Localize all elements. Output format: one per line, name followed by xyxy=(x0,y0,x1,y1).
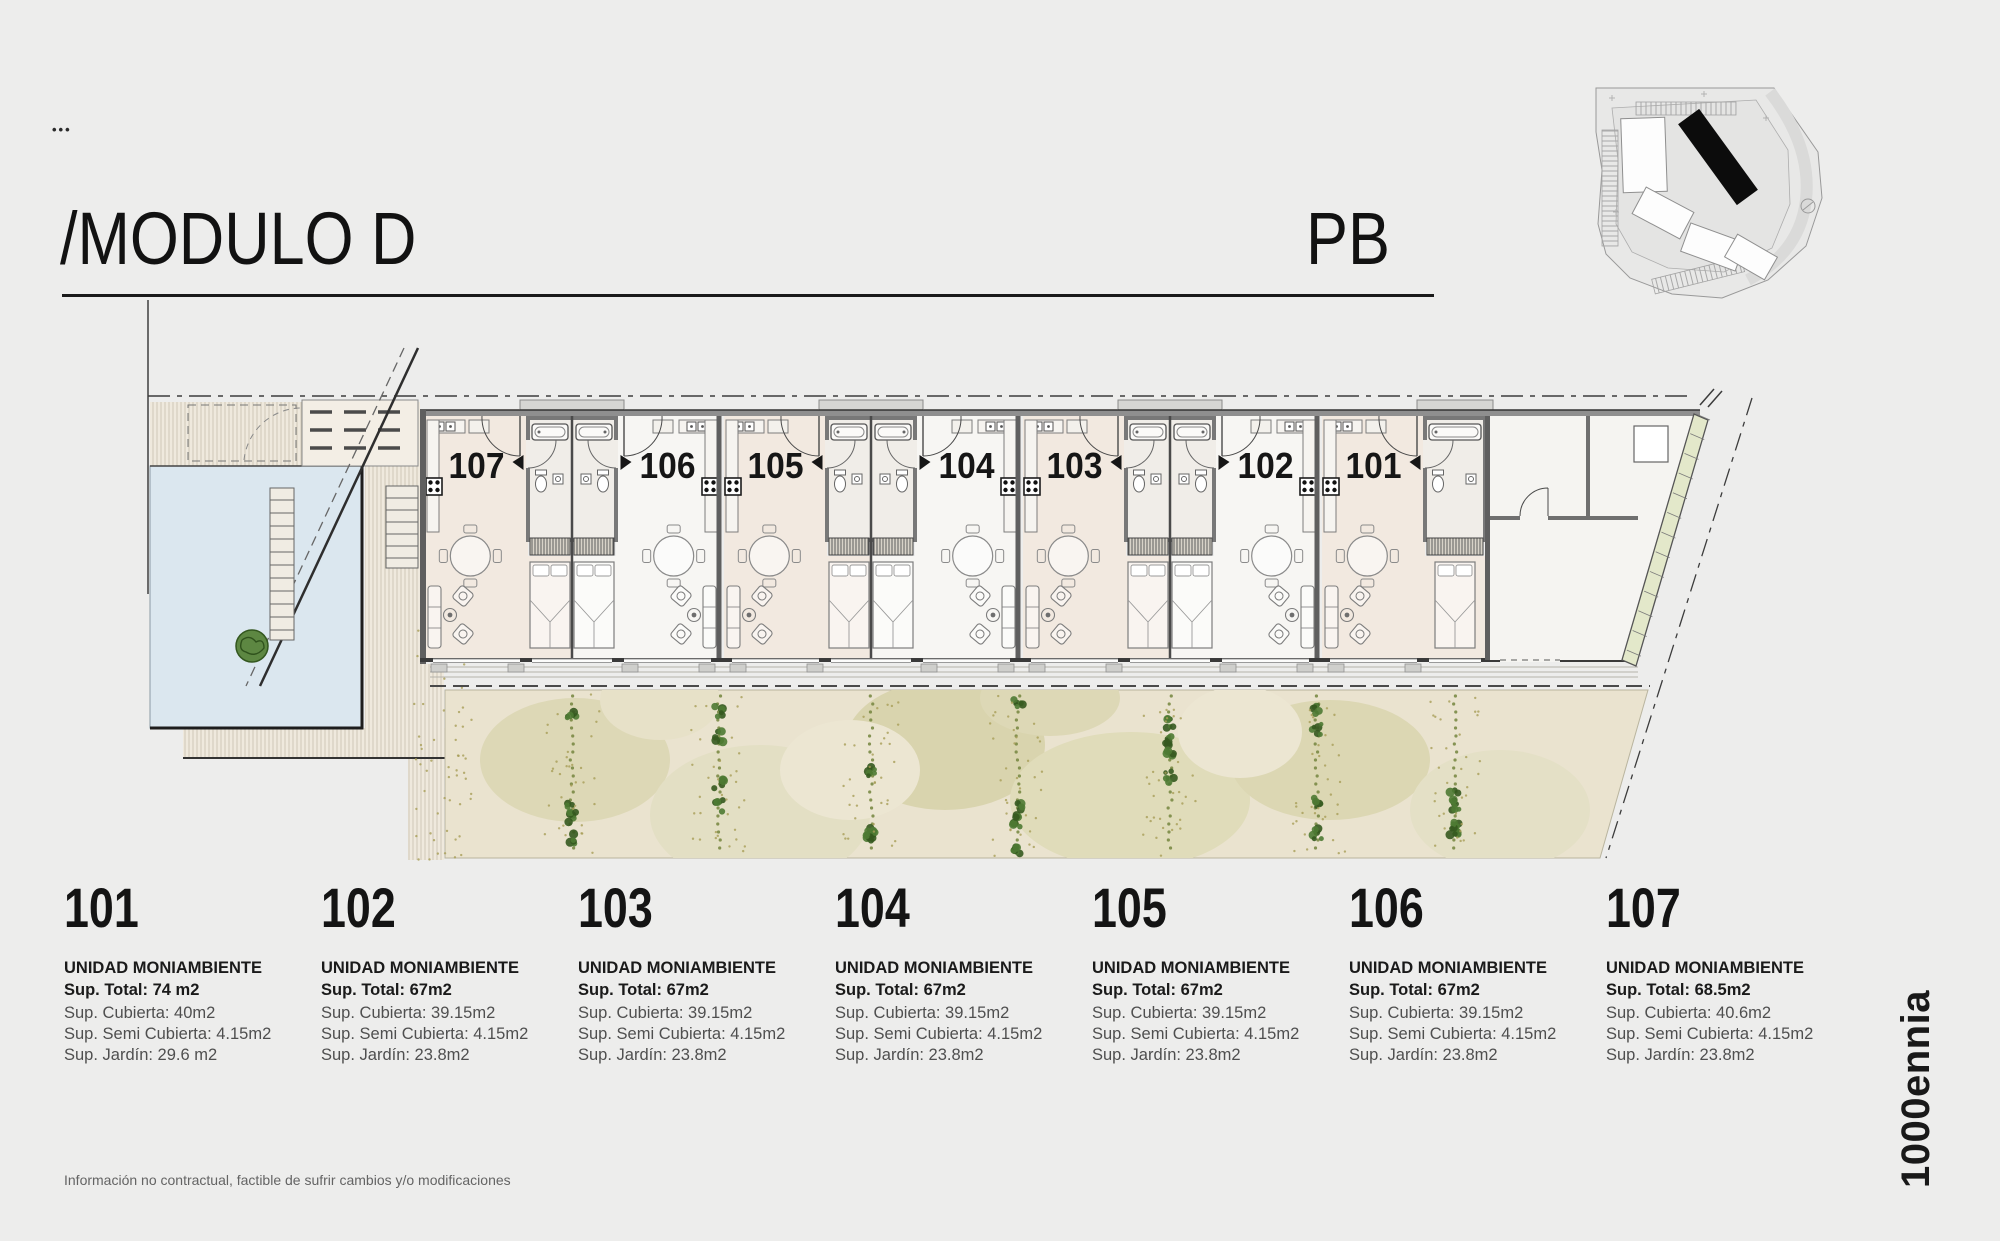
unit-label-105: 105 xyxy=(747,445,804,486)
unit-number: 103 xyxy=(578,876,653,939)
unit-area-line: Sup. Jardín: 23.8m2 xyxy=(835,1046,984,1065)
unit-info-104 xyxy=(835,876,1092,1066)
unit-area-line: Sup. Semi Cubierta: 4.15m2 xyxy=(578,1025,786,1044)
unit-103 xyxy=(1023,409,1126,660)
unit-area-line: Sup. Semi Cubierta: 4.15m2 xyxy=(321,1025,529,1044)
unit-area-line: Sup. Jardín: 23.8m2 xyxy=(578,1046,727,1065)
unit-number: 107 xyxy=(1606,876,1681,939)
unit-area-line: Sup. Jardín: 23.8m2 xyxy=(1092,1046,1241,1065)
unit-total-area: Sup. Total: 74 m2 xyxy=(64,980,200,999)
unit-number: 104 xyxy=(835,876,910,939)
unit-105 xyxy=(724,409,827,660)
unit-info-103 xyxy=(578,876,835,1066)
unit-area-line: Sup. Semi Cubierta: 4.15m2 xyxy=(1349,1025,1557,1044)
bathroom-block xyxy=(1124,416,1216,660)
unit-total-area: Sup. Total: 67m2 xyxy=(1092,980,1223,999)
unit-info-101 xyxy=(64,876,321,1066)
unit-total-area: Sup. Total: 67m2 xyxy=(578,980,709,999)
menu-dots-icon: ••• xyxy=(52,122,72,137)
unit-area-line: Sup. Jardín: 23.8m2 xyxy=(321,1046,470,1065)
unit-info-106 xyxy=(1349,876,1606,1066)
page-title: /MODULO D xyxy=(60,197,417,280)
bathroom-block xyxy=(1423,418,1485,660)
unit-info-107 xyxy=(1606,876,1863,1066)
map-building xyxy=(1621,117,1668,192)
unit-type: UNIDAD MONIAMBIENTE xyxy=(1349,959,1547,978)
unit-area-line: Sup. Jardín: 29.6 m2 xyxy=(64,1046,218,1065)
floor-plan xyxy=(130,290,1830,882)
units-info xyxy=(64,876,1874,1066)
unit-type: UNIDAD MONIAMBIENTE xyxy=(1092,959,1290,978)
unit-number: 106 xyxy=(1349,876,1424,939)
unit-area-line: Sup. Semi Cubierta: 4.15m2 xyxy=(1092,1025,1300,1044)
brand-logo: 1000ennia xyxy=(1894,990,1938,1188)
unit-type: UNIDAD MONIAMBIENTE xyxy=(1606,959,1804,978)
unit-area-line: Sup. Cubierta: 40.6m2 xyxy=(1606,1004,1772,1023)
unit-label-103: 103 xyxy=(1046,445,1103,486)
unit-total-area: Sup. Total: 67m2 xyxy=(1349,980,1480,999)
unit-101 xyxy=(1322,409,1425,660)
bathroom-block xyxy=(526,416,618,660)
unit-area-line: Sup. Cubierta: 39.15m2 xyxy=(835,1004,1010,1023)
unit-number: 102 xyxy=(321,876,396,939)
garden xyxy=(445,660,1648,882)
unit-info-102 xyxy=(321,876,578,1066)
bathroom-block xyxy=(825,416,917,660)
unit-total-area: Sup. Total: 67m2 xyxy=(835,980,966,999)
unit-total-area: Sup. Total: 67m2 xyxy=(321,980,452,999)
unit-type: UNIDAD MONIAMBIENTE xyxy=(835,959,1033,978)
floor-level-label: PB xyxy=(1306,197,1390,280)
disclaimer-text: Información no contractual, factible de sufrir cambios y/o modificaciones xyxy=(64,1172,511,1188)
unit-area-line: Sup. Cubierta: 39.15m2 xyxy=(1349,1004,1524,1023)
building-modulo-d xyxy=(420,400,1710,672)
unit-label-106: 106 xyxy=(639,445,696,486)
tree-icon xyxy=(236,630,268,662)
unit-104 xyxy=(915,409,1018,660)
unit-label-101: 101 xyxy=(1345,445,1402,486)
unit-area-line: Sup. Semi Cubierta: 4.15m2 xyxy=(835,1025,1043,1044)
stair-lobby xyxy=(1490,414,1710,666)
unit-type: UNIDAD MONIAMBIENTE xyxy=(578,959,776,978)
unit-area-line: Sup. Semi Cubierta: 4.15m2 xyxy=(64,1025,272,1044)
unit-106 xyxy=(616,409,719,660)
unit-info-105 xyxy=(1092,876,1349,1066)
unit-area-line: Sup. Jardín: 23.8m2 xyxy=(1606,1046,1755,1065)
unit-label-104: 104 xyxy=(938,445,995,486)
pool xyxy=(150,466,362,728)
unit-type: UNIDAD MONIAMBIENTE xyxy=(321,959,519,978)
unit-number: 101 xyxy=(64,876,139,939)
unit-total-area: Sup. Total: 68.5m2 xyxy=(1606,980,1751,999)
unit-107 xyxy=(425,409,528,660)
unit-area-line: Sup. Jardín: 23.8m2 xyxy=(1349,1046,1498,1065)
unit-label-107: 107 xyxy=(448,445,505,486)
unit-area-line: Sup. Semi Cubierta: 4.15m2 xyxy=(1606,1025,1814,1044)
unit-area-line: Sup. Cubierta: 39.15m2 xyxy=(321,1004,496,1023)
site-location-map xyxy=(1555,40,1870,302)
unit-label-102: 102 xyxy=(1237,445,1294,486)
unit-number: 105 xyxy=(1092,876,1167,939)
unit-area-line: Sup. Cubierta: 39.15m2 xyxy=(1092,1004,1267,1023)
unit-type: UNIDAD MONIAMBIENTE xyxy=(64,959,262,978)
unit-area-line: Sup. Cubierta: 40m2 xyxy=(64,1004,216,1023)
unit-area-line: Sup. Cubierta: 39.15m2 xyxy=(578,1004,753,1023)
unit-102 xyxy=(1214,409,1317,660)
